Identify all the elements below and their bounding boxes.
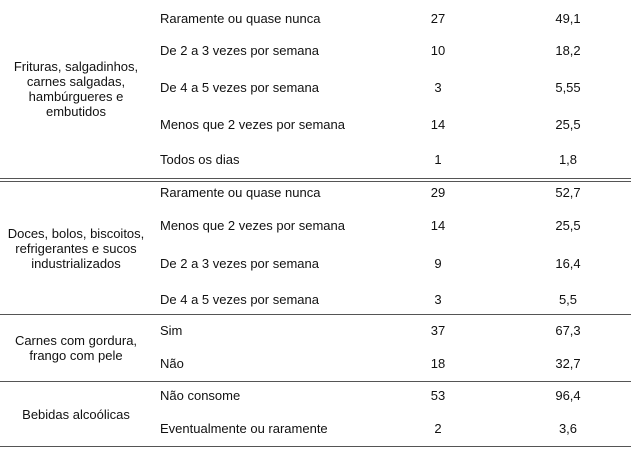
count-cell: 9: [434, 256, 442, 271]
percent-cell: 5,5: [558, 292, 578, 307]
response-cell: Raramente ou quase nunca: [160, 11, 321, 26]
percent-cell: 96,4: [555, 388, 581, 403]
table-row: [0, 419, 631, 439]
table-bottom-rule: [0, 446, 631, 447]
table-row: [0, 150, 631, 170]
percent-cell: 32,7: [555, 356, 581, 371]
count-cell: 3: [434, 80, 442, 95]
response-cell: Eventualmente ou raramente: [160, 421, 328, 436]
percent-cell: 18,2: [555, 43, 581, 58]
table-row: [0, 9, 631, 29]
response-cell: Não: [160, 356, 184, 371]
category-label: Bebidas alcoólicas: [22, 406, 130, 422]
response-cell: Raramente ou quase nunca: [160, 185, 321, 200]
table-row: [0, 386, 631, 406]
percent-cell: 1,8: [558, 152, 578, 167]
group-divider: [0, 314, 631, 315]
response-cell: Sim: [160, 323, 183, 338]
count-cell: 53: [430, 388, 446, 403]
count-cell: 27: [430, 11, 446, 26]
table-group: [0, 0, 631, 178]
response-cell: Não consome: [160, 388, 241, 403]
percent-cell: 16,4: [555, 256, 581, 271]
response-cell: De 2 a 3 vezes por semana: [160, 43, 319, 58]
category-label: Doces, bolos, biscoitos, refrigerantes e sucos industrializados: [7, 225, 145, 271]
table-row: [0, 216, 631, 236]
table-group: [0, 383, 631, 445]
response-cell: Menos que 2 vezes por semana: [160, 218, 345, 233]
count-cell: 14: [430, 117, 446, 132]
percent-cell: 52,7: [555, 185, 581, 200]
table-group: [0, 316, 631, 380]
percent-cell: 5,55: [555, 80, 581, 95]
table-row: [0, 254, 631, 274]
count-cell: 3: [434, 292, 442, 307]
percent-cell: 25,5: [555, 218, 581, 233]
table-row: [0, 290, 631, 310]
count-cell: 2: [434, 421, 442, 436]
table-row: [0, 354, 631, 374]
table-row: [0, 183, 631, 203]
table-row: [0, 78, 631, 98]
percent-cell: 25,5: [555, 117, 581, 132]
group-divider: [0, 381, 631, 382]
category-label: Carnes com gordura, frango com pele: [14, 333, 138, 363]
table-row: [0, 321, 631, 341]
response-cell: De 4 a 5 vezes por semana: [160, 292, 319, 307]
response-cell: Menos que 2 vezes por semana: [160, 117, 345, 132]
response-cell: De 4 a 5 vezes por semana: [160, 80, 319, 95]
count-cell: 1: [434, 152, 442, 167]
response-cell: Todos os dias: [160, 152, 240, 167]
percent-cell: 67,3: [555, 323, 581, 338]
count-cell: 29: [430, 185, 446, 200]
category-label: Frituras, salgadinhos, carnes salgadas, hambúrgueres e embutidos: [13, 59, 139, 119]
percent-cell: 3,6: [558, 421, 578, 436]
count-cell: 10: [430, 43, 446, 58]
response-cell: De 2 a 3 vezes por semana: [160, 256, 319, 271]
count-cell: 18: [430, 356, 446, 371]
table-group: [0, 182, 631, 314]
count-cell: 37: [430, 323, 446, 338]
table-row: [0, 41, 631, 61]
table-row: [0, 115, 631, 135]
count-cell: 14: [430, 218, 446, 233]
percent-cell: 49,1: [555, 11, 581, 26]
